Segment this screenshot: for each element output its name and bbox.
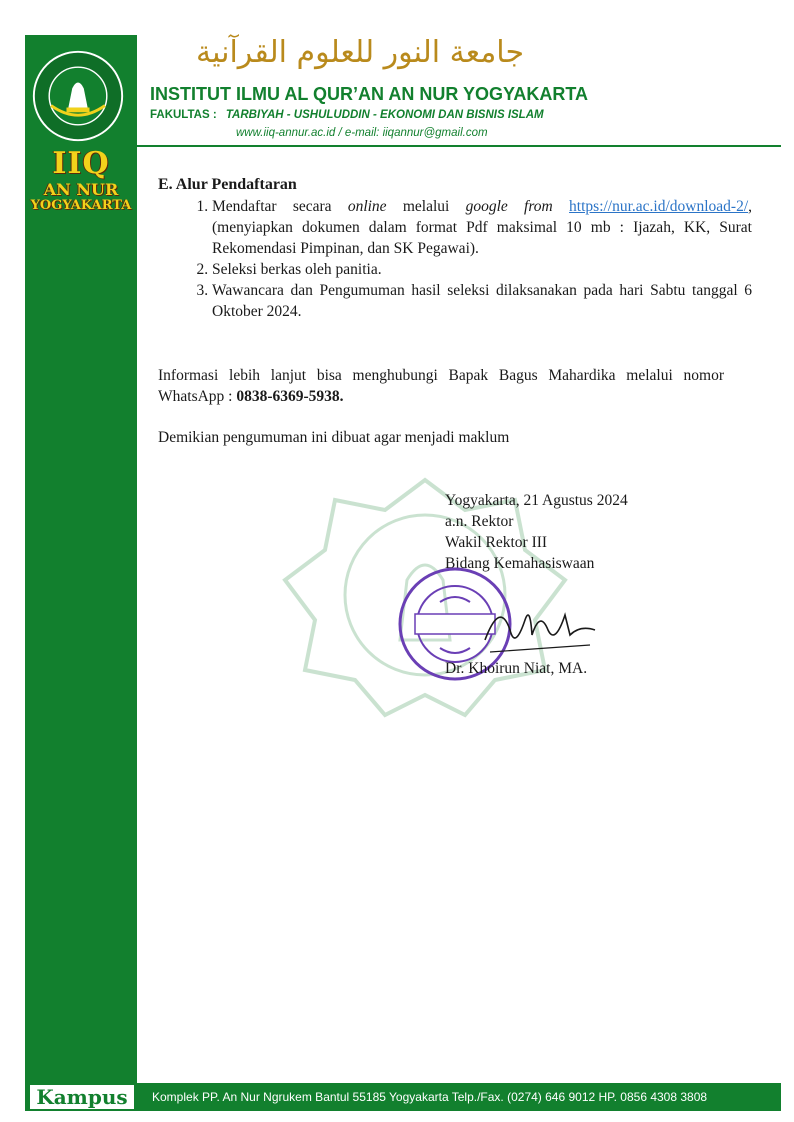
handwritten-signature <box>470 590 600 670</box>
signer-name: Dr. Khoirun Niat, MA. <box>445 660 588 677</box>
step1-text-b: melalui <box>386 198 466 215</box>
whatsapp-number: 0838-6369-5938. <box>236 388 344 405</box>
institution-logo <box>30 48 126 144</box>
contact-line: www.iiq-annur.ac.id / e-mail: iiqannur@gmail.com <box>236 127 488 139</box>
institution-name: INSTITUT ILMU AL QUR’AN AN NUR YOGYAKARTA <box>150 84 589 104</box>
step1-text-a: Mendaftar secara <box>212 198 348 215</box>
download-link[interactable]: https://nur.ac.id/download-2/ <box>569 198 749 215</box>
brand-yogyakarta: YOGYAKARTA <box>30 198 132 213</box>
brand-an-nur: AN NUR <box>43 180 119 199</box>
step1-google: google from <box>465 198 553 215</box>
on-behalf: a.n. Rektor <box>445 513 514 530</box>
place-date: Yogyakarta, 21 Agustus 2024 <box>445 492 628 509</box>
signer-division: Bidang Kemahasiswaan <box>445 555 595 572</box>
faculty-line <box>150 109 544 121</box>
faculty-list: TARBIYAH - USHULUDDIN - EKONOMI DAN BISNIS ISLAM <box>225 109 544 121</box>
registration-steps <box>184 196 752 322</box>
kampus-label: Kampus <box>30 1085 134 1109</box>
info-text: Informasi lebih lanjut bisa menghubungi Bapak Bagus Mahardika melalui nomor WhatsApp : <box>158 367 724 405</box>
header-divider <box>137 145 781 147</box>
closing-statement: Demikian pengumuman ini dibuat agar menjadi maklum <box>158 429 510 446</box>
brand-iiq: IIQ <box>52 146 110 181</box>
step-item: 3. Wawancara dan Pengumuman hasil seleksi dilaksanakan pada hari Sabtu tanggal 6 Oktober 2024. <box>212 280 752 322</box>
step-item: 2. Seleksi berkas oleh panitia. <box>212 259 752 280</box>
info-paragraph <box>158 365 724 407</box>
signature-block <box>445 490 628 574</box>
arabic-calligraphy-title: جامعة النور للعلوم القرآنية <box>195 35 524 70</box>
step1-online: online <box>347 198 387 215</box>
faculty-label: FAKULTAS : <box>150 109 217 121</box>
signer-position: Wakil Rektor III <box>445 534 548 551</box>
campus-address: Komplek PP. An Nur Ngrukem Bantul 55185 Yogyakarta Telp./Fax. (0274) 646 9012 HP. 0856 4308 3808 <box>152 1090 708 1104</box>
section-title: E. Alur Pendaftaran <box>158 176 297 193</box>
step1-text-c: , (menyiapkan dokumen dalam format Pdf maksimal 10 mb : Ijazah, KK, Surat Rekomendasi Pimpinan, dan SK Pegawai). <box>212 198 753 257</box>
step-item <box>212 196 752 259</box>
